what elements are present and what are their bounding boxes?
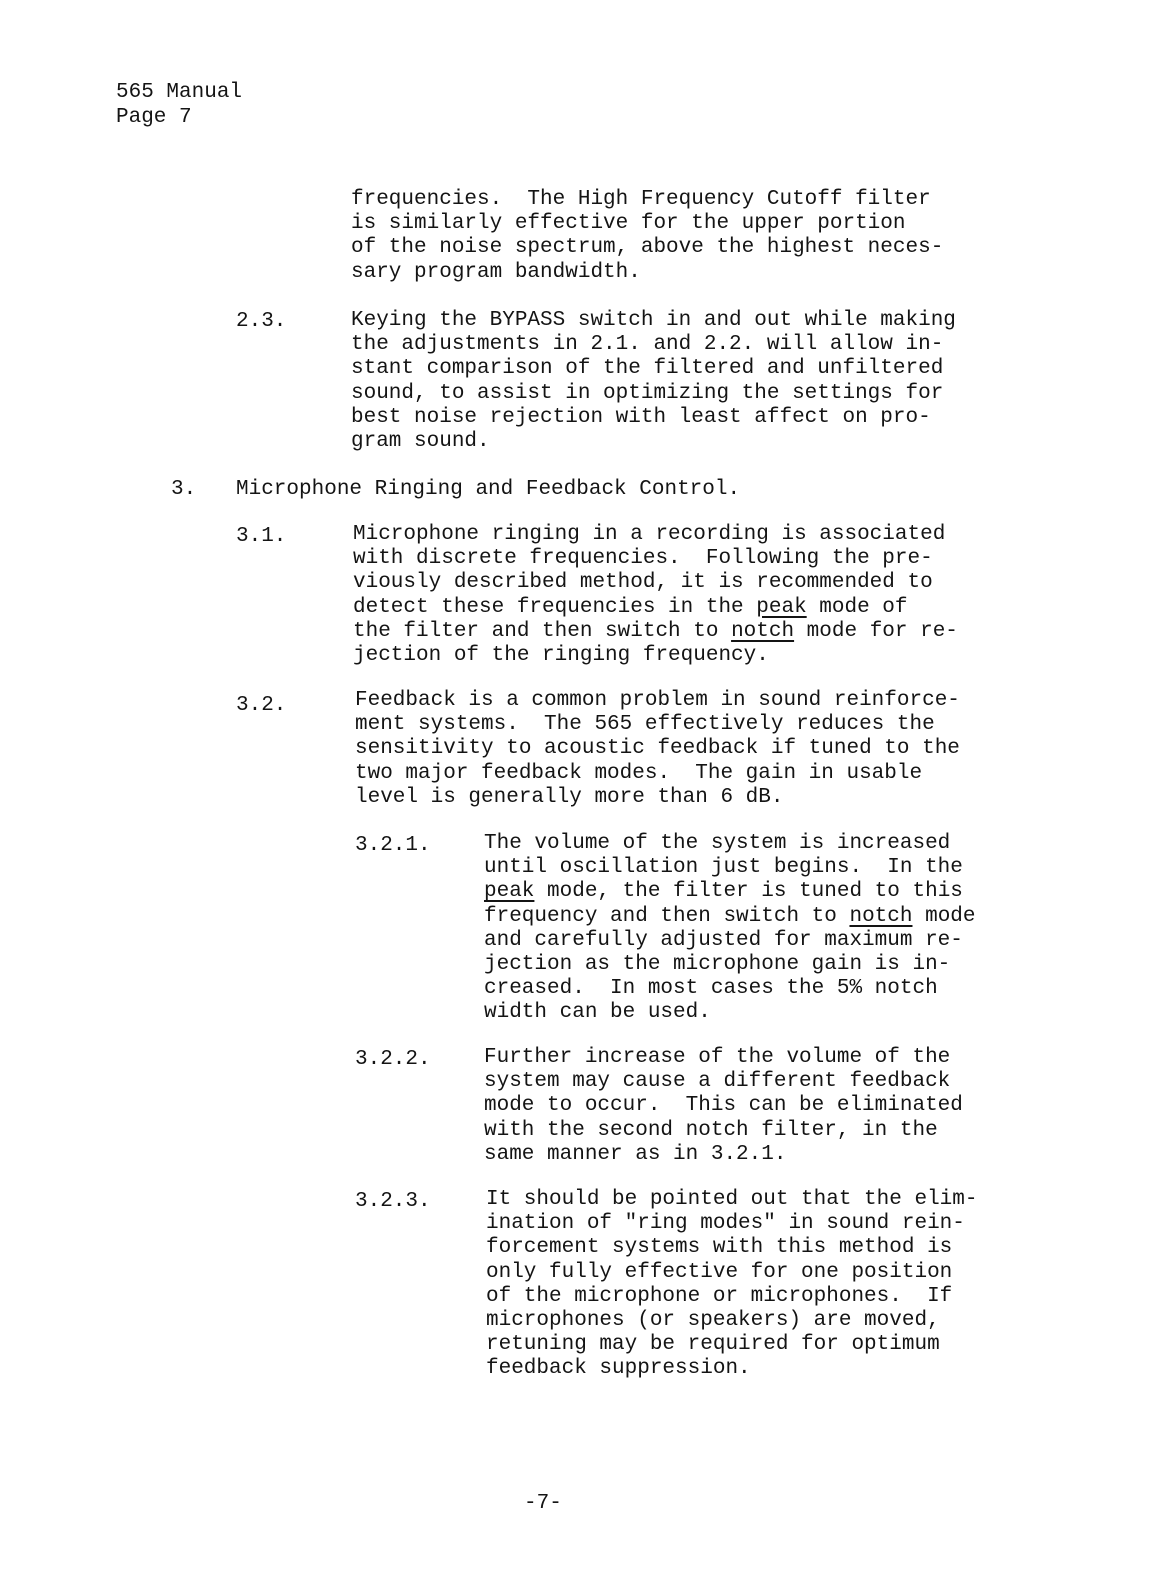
text-line: mode to occur. This can be eliminated [484,1094,963,1118]
text-line [353,596,958,620]
text-line: best noise rejection with least affect on pro- [351,405,931,429]
text-line: feedback suppression. [486,1357,751,1381]
text-line: of the microphone or microphones. If [486,1284,953,1308]
text-line: level is generally more than 6 dB. [355,785,784,809]
text-line: is similarly effective for the upper portion [351,212,906,236]
underlined-term-notch: notch [849,904,913,928]
text-line: viously described method, it is recommended to [353,571,933,595]
text-line: jection of the ringing frequency. [353,644,769,668]
text-line: ment systems. The 565 effectively reduces the [355,713,935,737]
text-line: with discrete frequencies. Following the pre- [353,547,933,571]
text-line: sary program bandwidth. [351,260,641,284]
text-line: Feedback is a common problem in sound reinforce- [355,689,960,712]
page-label: Page 7 [116,106,192,129]
section-number-3-2-3: 3.2.3. [355,1190,431,1213]
text-line: The volume of the system is increased [484,832,951,855]
section-number-3-1: 3.1. [236,525,287,548]
text-line: It should be pointed out that the elim- [486,1188,978,1211]
text-line: same manner as in 3.2.1. [484,1142,787,1166]
text-span: mode [912,904,976,928]
text-line: Microphone ringing in a recording is associated [353,523,946,546]
section-3-2-paragraph [355,689,960,810]
text-line: retuning may be required for optimum [486,1333,940,1357]
page-number-footer: -7- [524,1492,562,1515]
text-span: mode of [806,595,908,619]
underlined-term-notch: notch [731,619,795,643]
text-line: the adjustments in 2.1. and 2.2. will allow in- [351,333,944,357]
text-line: gram sound. [351,430,490,454]
text-span: mode for re- [794,619,958,643]
section-3-heading: Microphone Ringing and Feedback Control. [236,478,741,501]
section-2-3-paragraph [351,309,956,454]
text-span: mode, the filter is tuned to this [534,880,963,904]
text-line [484,880,976,904]
section-number-3: 3. [171,478,197,501]
text-span: frequency and then switch to [484,904,850,928]
underlined-term-peak: peak [484,880,535,904]
text-line: stant comparison of the filtered and unfiltered [351,357,944,381]
continuation-paragraph [351,188,943,285]
text-line: forcement systems with this method is [486,1236,953,1260]
text-span: the filter and then switch to [353,619,732,643]
text-line: Keying the BYPASS switch in and out while making [351,309,956,332]
text-line: only fully effective for one position [486,1260,953,1284]
text-line: ination of "ring modes" in sound rein- [486,1212,965,1236]
text-line: creased. In most cases the 5% notch [484,977,938,1001]
text-line: and carefully adjusted for maximum re- [484,928,963,952]
text-span: detect these frequencies in the [353,595,757,619]
text-line: of the noise spectrum, above the highest neces- [351,236,944,260]
section-number-2-3: 2.3. [236,310,287,333]
text-line: Further increase of the volume of the [484,1046,951,1069]
text-line: sensitivity to acoustic feedback if tuned to the [355,737,960,761]
section-number-3-2-1: 3.2.1. [355,834,431,857]
section-3-2-1-paragraph [484,832,976,1026]
manual-title: 565 Manual [116,81,243,104]
text-line [484,905,976,929]
text-line [353,620,958,644]
text-line: frequencies. The High Frequency Cutoff filter [351,188,931,211]
underlined-term-peak: peak [756,595,807,619]
section-number-3-2: 3.2. [236,694,287,717]
section-3-2-3-paragraph [486,1188,977,1382]
text-line: width can be used. [484,1001,711,1025]
section-3-1-paragraph [353,523,958,668]
text-line: jection as the microphone gain is in- [484,953,951,977]
text-line: sound, to assist in optimizing the settings for [351,381,944,405]
text-line: two major feedback modes. The gain in usable [355,761,923,785]
text-line: until oscillation just begins. In the [484,856,963,880]
section-3-2-2-paragraph [484,1046,963,1167]
text-line: system may cause a different feedback [484,1070,951,1094]
text-line: with the second notch filter, in the [484,1118,938,1142]
section-number-3-2-2: 3.2.2. [355,1048,431,1071]
text-line: microphones (or speakers) are moved, [486,1309,940,1333]
page-header [116,80,242,130]
